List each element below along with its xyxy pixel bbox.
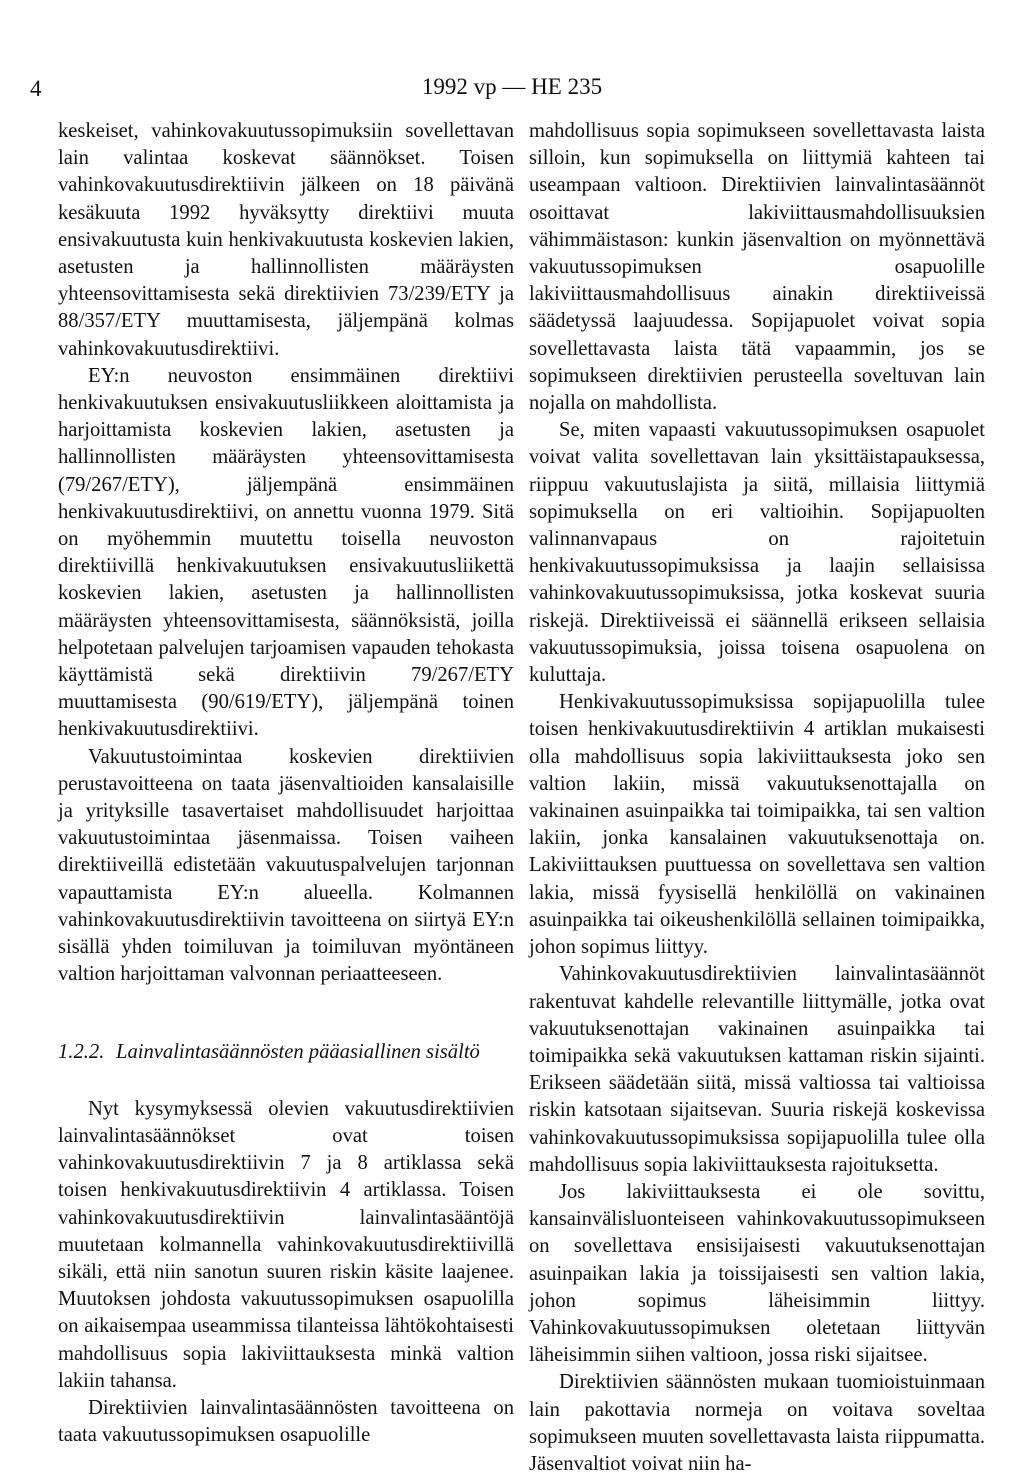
- page-number: 4: [30, 76, 42, 101]
- paragraph: Nyt kysymyksessä olevien vakuutusdirektiivien lainvalintasäännökset ovat toisen vahinkovakuutusdirektiivin 7 ja 8 artiklassa sekä toisen henkivakuutusdirektiivin 4 artiklassa. Toisen vahinkovakuutusdirektiivin lainvalintasääntöjä muutetaan kolmannella vahinkovakuutusdirektiivillä sikäli, että niin sanotun suuren riskin käsite laajenee. Muutoksen johdosta vakuutussopimuksen osapuolilla on aikaisempaa useammissa tilanteissa lähtökohtaisesti mahdollisuus sopia lakiviittauksesta minkä valtion lakiin tahansa.: [58, 1097, 514, 1392]
- paragraph: Henkivakuutussopimuksissa sopijapuolilla tulee toisen henkivakuutusdirektiivin 4 artiklan mukaisesti olla mahdollisuus sopia lakiviittauksesta joko sen valtion lakiin, missä vakuutuksenottajalla on vakinainen asuinpaikka tai toimipaikka, tai sen valtion lakiin, jonka kansalainen vakuutuksenottaja on. Lakiviittauksen puuttuessa on sovellettava sen valtion lakia, missä fyysisellä henkilöllä on vakinainen asuinpaikka tai oikeushenkilöllä sellainen toimipaikka, johon sopimus liittyy.: [529, 691, 985, 959]
- section-title: Lainvalintasäännösten pääasiallinen sisältö: [116, 1040, 480, 1063]
- paragraph: Vakuutustoimintaa koskevien direktiivien perustavoitteena on taata jäsenvaltioiden kansalaisille ja yrityksille tasavertaiset mahdollisuudet harjoittaa vakuutustoimintaa jäsenmaissa. Toisen vaiheen direktiiveillä edistetään vakuutuspalvelujen tarjonnan vapauttamista EY:n alueella. Kolmannen vahinkovakuutusdirektiivin tavoitteena on siirtyä EY:n sisällä yhden toimiluvan ja toimiluvan myöntäneen valtion harjoittaman valvonnan periaatteeseen.: [58, 745, 514, 986]
- paragraph: EY:n neuvoston ensimmäinen direktiivi henkivakuutuksen ensivakuutusliikkeen aloittamista ja harjoittamista koskevien lakien, asetusten ja hallinnollisten määräysten yhteensovittamisesta (79/267/ETY), jäljempänä ensimmäinen henkivakuutusdirektiivi, on annettu vuonna 1979. Sitä on myöhemmin muutettu toisella neuvoston direktiivillä henkivakuutuksen ensivakuutusliikettä koskevien lakien, asetusten ja hallinnollisten määräysten yhteensovittamisesta, säännöksistä, joilla helpotetaan palvelujen tarjoamisen vapauden tehokasta käyttämistä sekä direktiivin 79/267/ETY muuttamisesta (90/619/ETY), jäljempänä toinen henkivakuutusdirektiivi.: [58, 364, 514, 741]
- section-heading: [58, 1039, 514, 1066]
- paragraph: Jos lakiviittauksesta ei ole sovittu, kansainvälisluonteiseen vahinkovakuutussopimukseen on sovellettava ensisijaisesti vakuutuksenottajan asuinpaikan lakia ja toissijaisesti sen valtion lakia, johon sopimus läheisimmin liittyy. Vahinkovakuutussopimuksen oletetaan liittyvän läheisimmin siihen valtioon, jossa riski sijaitsee.: [529, 1180, 985, 1367]
- section-number: 1.2.2.: [58, 1040, 105, 1063]
- right-column: [529, 118, 985, 1478]
- paragraph: Direktiivien lainvalintasäännösten tavoitteena on taata vakuutussopimuksen osapuolille: [58, 1396, 514, 1447]
- running-header: 1992 vp — HE 235: [421, 74, 603, 99]
- paragraph: Vahinkovakuutusdirektiivien lainvalintasäännöt rakentuvat kahdelle relevantille liittymälle, jotka ovat vakuutuksenottajan vakinainen asuinpaikka tai toimipaikka sekä vakuutuksen kattaman riskin sijainti. Erikseen säädetään siitä, missä valtiossa tai valtioissa riskin katsotaan sijaitsevan. Suuria riskejä koskevissa vahinkovakuutussopimuksissa sopijapuolilla tulee olla mahdollisuus sopia lakiviittauksesta rajoituksetta.: [529, 963, 985, 1176]
- paragraph: keskeiset, vahinkovakuutussopimuksiin sovellettavan lain valintaa koskevat säännökset. Toisen vahinkovakuutusdirektiivin jälkeen on 18 päivänä kesäkuuta 1992 hyväksytty direktiivi muuta ensivakuutusta kuin henkivakuutusta koskevien lakien, asetusten ja hallinnollisten määräysten yhteensovittamisesta sekä direktiivien 73/239/ETY ja 88/357/ETY muuttamisesta, jäljempänä kolmas vahinkovakuutusdirektiivi.: [58, 120, 514, 360]
- paragraph: Se, miten vapaasti vakuutussopimuksen osapuolet voivat valita sovellettavan lain yksittäistapauksessa, riippuu vakuutuslajista ja siitä, millaisia liittymiä sopimuksella on eri valtioihin. Sopijapuolten valinnanvapaus on rajoitetuin henkivakuutussopimuksissa ja laajin sellaisissa vahinkovakuutussopimuksissa, jotka koskevat suuria riskejä. Direktiiveissä ei säännellä erikseen sellaisia vakuutussopimuksia, joissa toisena osapuolena on kuluttaja.: [529, 419, 985, 687]
- paragraph: mahdollisuus sopia sopimukseen sovellettavasta laista silloin, kun sopimuksella on liittymiä kahteen tai useampaan valtioon. Direktiivien lainvalintasäännöt osoittavat lakiviittausmahdollisuuksien vähimmäistason: kunkin jäsenvaltion on myönnettävä vakuutussopimuksen osapuolille lakiviittausmahdollisuus ainakin direktiiveissä säädetyssä laajuudessa. Sopijapuolet voivat sopia sovellettavasta laista tätä vapaammin, jos se sopimukseen direktiivien perusteella soveltuvan lain nojalla on mahdollista.: [529, 120, 985, 415]
- paragraph: Direktiivien säännösten mukaan tuomioistuinmaan lain pakottavia normeja on voitava soveltaa sopimukseen muuten sovellettavasta laista riippumatta. Jäsenvaltiot voivat niin ha-: [529, 1371, 985, 1475]
- left-column: [58, 118, 514, 1449]
